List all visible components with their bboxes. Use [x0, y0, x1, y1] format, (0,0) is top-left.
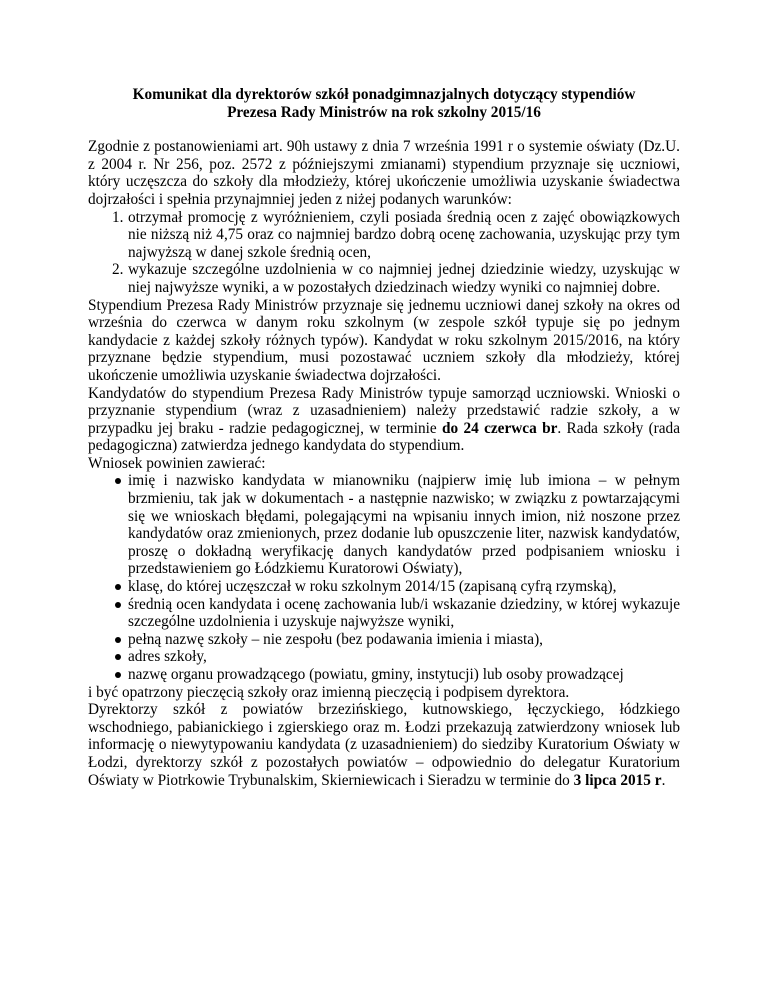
- application-item: [88, 666, 680, 684]
- condition-number: 2.: [112, 261, 124, 279]
- directors-text-b: .: [661, 771, 666, 789]
- application-item-text: średnią ocen kandydata i ocenę zachowania lub/i wskazanie dziedziny, w której wykazuje szczególne uzdolnienia i uzyskuje najwyższe wyniki,: [128, 595, 680, 631]
- condition-number: 1.: [112, 208, 124, 226]
- title-line-2: Prezesa Rady Ministrów na rok szkolny 2015/16: [227, 103, 541, 121]
- directors-text-a: Dyrektorzy szkół z powiatów brzezińskiego, kutnowskiego, łęczyckiego, łódzkiego wschodniego, pabianickiego i zgierskiego oraz m. Łodzi przekazują zatwierdzony wniosek lub informację o niewytypowaniu kandydata (z uzasadnieniem) do siedziby Kuratorium Oświaty w Łodzi, dyrektorzy szkół z pozostałych powiatów – odpowiednio do delegatur Kuratorium Oświaty w Piotrkowie Trybunalskim, Skierniewicach i Sieradzu w terminie do: [88, 701, 680, 789]
- candidates-text-b: . Rada szkoły (rada pedagogiczna) zatwierdza jednego kandydata do stypendium.: [88, 419, 680, 455]
- application-item-text: klasę, do której uczęszczał w roku szkolnym 2014/15 (zapisaną cyfrą rzymską),: [128, 578, 617, 596]
- bullet-icon: [115, 637, 121, 643]
- conditions-list: [88, 209, 680, 297]
- application-item: [88, 648, 680, 666]
- deadline-july: 3 lipca 2015 r: [573, 771, 662, 789]
- award-paragraph: Stypendium Prezesa Rady Ministrów przyznaje się jednemu uczniowi danej szkoły na okres od września do czerwca w danym roku szkolnym (w zespole szkół typuje się po jednym kandydacie z każdej szkoły różnych typów). Kandydat w roku szkolnym 2015/2016, na który przyznane będzie stypendium, musi pozostawać uczniem szkoły dla młodzieży, której ukończenie umożliwia uzyskanie świadectwa dojrzałości.: [88, 296, 680, 384]
- bullet-icon: [115, 672, 121, 678]
- document-body: [88, 86, 680, 789]
- candidates-text-a: Kandydatów do stypendium Prezesa Rady Ministrów typuje samorząd uczniowski. Wnioski o przyznanie stypendium (wraz z uzasadnieniem) należy przedstawić radzie szkoły, a w przypadku jej braku - radzie pedagogicznej, w terminie: [88, 384, 680, 437]
- application-heading: Wniosek powinien zawierać:: [88, 454, 266, 472]
- application-item: [88, 596, 680, 631]
- bullet-icon: [115, 478, 121, 484]
- application-item: [88, 578, 680, 596]
- bullet-icon: [115, 584, 121, 590]
- application-item-text: pełną nazwę szkoły – nie zespołu (bez podawania imienia i miasta),: [128, 630, 543, 648]
- bullet-icon: [115, 602, 121, 608]
- application-item-text: nazwę organu prowadzącego (powiatu, gminy, instytucji) lub osoby prowadzącej: [128, 666, 624, 683]
- condition-item: [88, 261, 680, 296]
- deadline-june: do 24 czerwca br: [441, 419, 558, 437]
- condition-item: [88, 209, 680, 262]
- candidates-paragraph: [88, 385, 680, 455]
- application-item: [88, 631, 680, 649]
- application-item: [88, 472, 680, 578]
- intro-paragraph: Zgodnie z postanowieniami art. 90h ustawy z dnia 7 września 1991 r o systemie oświaty (Dz.U. z 2004 r. Nr 256, poz. 2572 z późniejszymi zmianami) stypendium przyznaje się uczniowi, który uczęszcza do szkoły dla młodzieży, której ukończenie umożliwia uzyskanie świadectwa dojrzałości i spełnia przynajmniej jeden z niżej podanych warunków:: [88, 138, 680, 208]
- condition-text: otrzymał promocję z wyróżnieniem, czyli posiada średnią ocen z zajęć obowiązkowych nie niższą niż 4,75 oraz co najmniej bardzo dobrą ocenę zachowania, uzyskując przy tym najwyższą w danej szkole średnią ocen,: [128, 208, 680, 261]
- directors-paragraph: [88, 701, 680, 789]
- document-title: [88, 86, 680, 121]
- bullet-icon: [115, 654, 121, 660]
- application-item-text: imię i nazwisko kandydata w mianowniku (najpierw imię lub imiona – w pełnym brzmieniu, tak jak w dokumentach - a następnie nazwisko; w związku z powtarzającymi się we wnioskach błędami, polegającymi na wpisaniu innych imion, niż noszone przez kandydatów oraz zmienionych, przez dodanie lub opuszczenie liter, nazwisk kandydatów, proszę o dokładną weryfikację danych kandydatów przed podpisaniem wniosku i przedstawieniem go Łódzkiemu Kuratorowi Oświaty),: [128, 472, 680, 578]
- title-line-1: Komunikat dla dyrektorów szkół ponadgimnazjalnych dotyczący stypendiów: [132, 86, 636, 103]
- application-item-text: adres szkoły,: [128, 648, 207, 666]
- application-footer: i być opatrzony pieczęcią szkoły oraz imienną pieczęcią i podpisem dyrektora.: [88, 683, 570, 701]
- application-items-list: [88, 472, 680, 683]
- condition-text: wykazuje szczególne uzdolnienia w co najmniej jednej dziedzinie wiedzy, uzyskując w niej najwyższe wyniki, a w pozostałych dziedzinach wiedzy wyniki co najmniej dobre.: [128, 261, 680, 296]
